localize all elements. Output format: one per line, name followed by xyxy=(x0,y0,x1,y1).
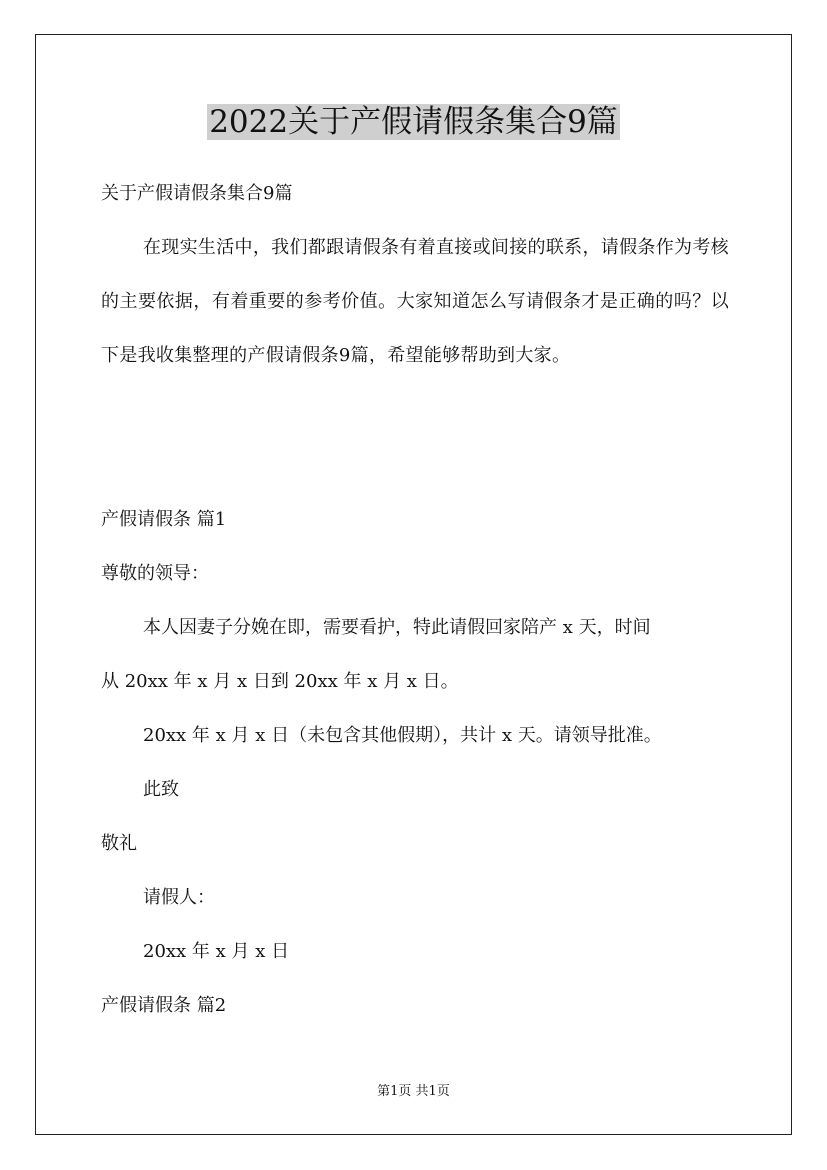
section-heading-2: 产假请假条 篇2 xyxy=(101,995,227,1016)
closing-jing-li: 敬礼 xyxy=(101,833,137,854)
closing-ci-zhi: 此致 xyxy=(143,779,179,800)
signature-date: 20xx 年 x 月 x 日 xyxy=(143,941,290,962)
body-line-2: 从 20xx 年 x 月 x 日到 20xx 年 x 月 x 日。 xyxy=(101,671,459,692)
signer-label: 请假人： xyxy=(143,887,215,908)
document-subtitle: 关于产假请假条集合9篇 xyxy=(101,183,293,204)
section-heading-1: 产假请假条 篇1 xyxy=(101,509,227,530)
document-title-text: 2022关于产假请假条集合9篇 xyxy=(209,104,618,140)
page-footer: 第1页 共1页 xyxy=(377,1084,450,1099)
body-line-3: 20xx 年 x 月 x 日（未包含其他假期），共计 x 天。请领导批准。 xyxy=(143,725,662,746)
salutation: 尊敬的领导： xyxy=(101,563,209,584)
document-title xyxy=(0,100,827,144)
body-line-1: 本人因妻子分娩在即，需要看护，特此请假回家陪产 x 天，时间 xyxy=(143,617,651,638)
intro-paragraph: 在现实生活中，我们都跟请假条有着直接或间接的联系，请假条作为考核的主要依据，有着重要的参考价值。大家知道怎么写请假条才是正确的吗？以下是我收集整理的产假请假条9篇，希望能够帮助到大家。 xyxy=(101,237,729,366)
